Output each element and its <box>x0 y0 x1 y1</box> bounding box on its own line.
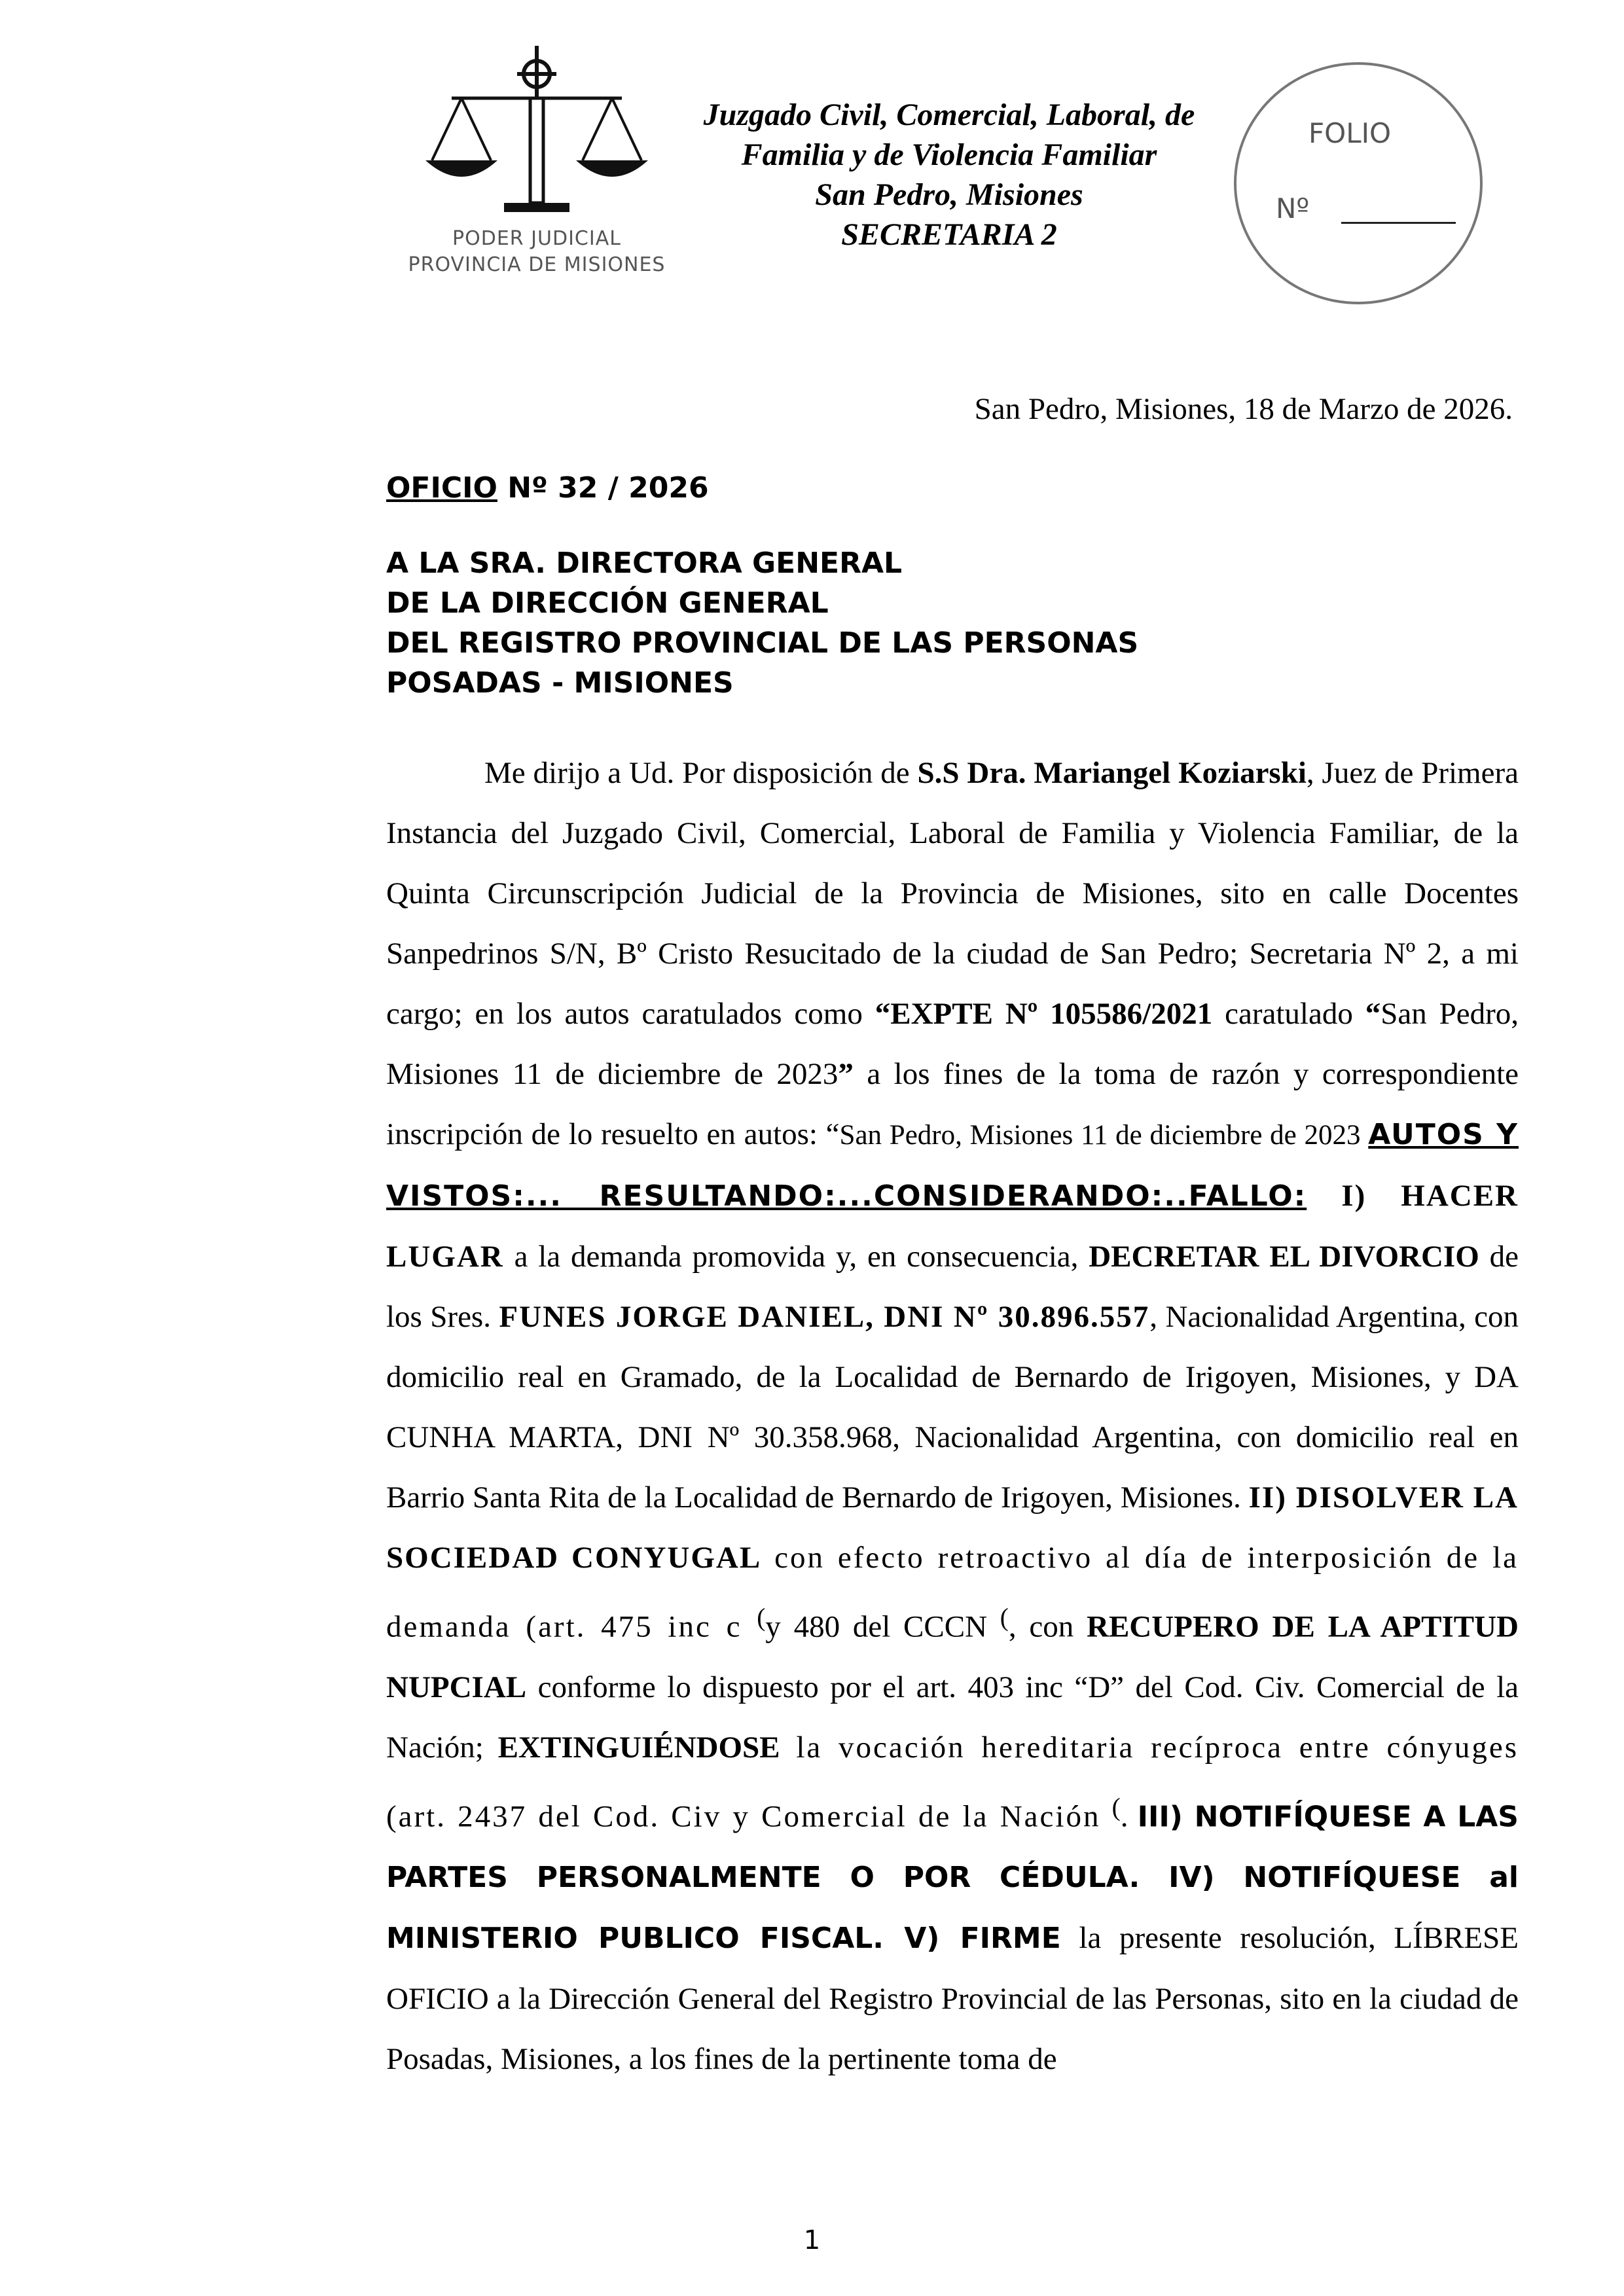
body-s11b: , con <box>1008 1609 1087 1644</box>
nupcial-aptitude: RECUPERO DE LA APTITUD NUPCIAL <box>386 1609 1519 1704</box>
ruling-item-1: I) HACER LUGAR <box>386 1179 1519 1274</box>
case-title: San Pedro, Misiones 11 de diciembre de 2023 <box>386 997 1519 1091</box>
addressee-line2: DE LA DIRECCIÓN GENERAL <box>386 586 829 620</box>
poder-judicial-logo <box>399 43 674 291</box>
court-line4: SECRETARIA 2 <box>841 217 1057 252</box>
scales-of-justice-icon <box>425 43 648 226</box>
oficio-word: OFICIO <box>386 471 497 505</box>
folio-label: FOLIO <box>1308 117 1392 149</box>
ruling-item-2: II) DISOLVER LA SOCIEDAD CONYUGAL <box>386 1480 1519 1575</box>
body-s12: conforme lo dispuesto por el art. 403 inc “D” del Cod. Civ. Comercial de la Nación; <box>386 1670 1519 1765</box>
court-name <box>655 95 1244 255</box>
body-s1: Me dirijo a Ud. Por disposición de <box>484 756 918 790</box>
addressee-line4: POSADAS - MISIONES <box>386 666 734 700</box>
body-s11: y 480 del CCCN <box>765 1609 1000 1644</box>
document-date: San Pedro, Misiones, 18 de Marzo de 2026. <box>974 392 1513 426</box>
ruling-items-3-5: III) NOTIFÍQUESE A LAS PARTES PERSONALMENTE O POR CÉDULA. IV) NOTIFÍQUESE al MINISTERIO PUBLICO FISCAL. V) FIRME <box>386 1800 1519 1956</box>
folio-stamp <box>1234 62 1483 304</box>
body-s5: a los fines de la toma de razón y correspondiente inscripción de lo resuelto en autos: “ <box>386 1057 1519 1151</box>
body-s13a: ( <box>1111 1793 1121 1821</box>
body-s3: caratulado <box>1212 997 1365 1031</box>
court-line3: San Pedro, Misiones <box>815 177 1083 212</box>
body-s10a: ( <box>757 1604 766 1632</box>
body-s10: con efecto retroactivo al día de interposición de la demanda (art. 475 inc c <box>386 1541 1519 1644</box>
logo-line2: PROVINCIA DE MISIONES <box>408 253 666 276</box>
body-s9: , Nacionalidad Argentina, con domicilio real en Gramado, de la Localidad de Bernardo de Irigoyen, Misiones, y DA CUNHA MARTA, DNI Nº 30.358.968, Nacionalidad Argentina, con domicilio real en Barrio Santa Rita de la Localidad de Bernardo de Irigoyen, Misiones. <box>386 1300 1519 1515</box>
body-s7: a la demanda promovida y, en consecuencia, <box>503 1240 1089 1274</box>
body-s2: , Juez de Primera Instancia del Juzgado Civil, Comercial, Laboral de Familia y Violencia Familiar, de la Quinta Circunscripción Judicial de la Provincia de Misiones, sito en calle Docentes Sanpedrinos S/N, Bº Cristo Resucitado de la ciudad de San Pedro; Secretaria Nº 2, a mi cargo; en los autos caratulados como <box>386 756 1519 1031</box>
body-text <box>386 743 1519 2089</box>
body-s11a: ( <box>1000 1604 1009 1632</box>
court-line1: Juzgado Civil, Comercial, Laboral, de <box>703 98 1195 132</box>
folio-number-label: Nº <box>1276 192 1310 224</box>
divorce-decree: DECRETAR EL DIVORCIO <box>1089 1240 1479 1274</box>
ruling-sections-heading: AUTOS Y VISTOS:... RESULTANDO:...CONSIDERANDO:..FALLO: <box>386 1118 1519 1213</box>
expte-number: “EXPTE Nº 105586/2021 <box>875 997 1213 1031</box>
body-s14: la presente resolución, LÍBRESE OFICIO a la Dirección General del Registro Provincial de las Personas, sito en la ciudad de Posadas, Misiones, a los fines de la pertinente toma de <box>386 1921 1519 2077</box>
party-1: FUNES JORGE DANIEL, DNI Nº 30.896.557 <box>499 1300 1150 1334</box>
addressee-line1: A LA SRA. DIRECTORA GENERAL <box>386 547 903 580</box>
judge-name: S.S Dra. Mariangel Koziarski <box>917 756 1307 790</box>
body-s8: de los Sres. <box>386 1240 1519 1334</box>
body-paragraph <box>386 743 1519 2089</box>
ruling-date: San Pedro, Misiones 11 de diciembre de 2023 <box>839 1120 1369 1151</box>
oficio-number <box>386 471 709 505</box>
body-s13b: . <box>1120 1799 1138 1834</box>
court-line2: Familia y de Violencia Familiar <box>741 137 1157 172</box>
extinction: EXTINGUIÉNDOSE <box>497 1730 780 1765</box>
folio-number-line <box>1341 222 1456 224</box>
body-s13: la vocación hereditaria recíproca entre cónyuges (art. 2437 del Cod. Civ y Comercial de la Nación <box>386 1730 1519 1834</box>
addressee-block <box>386 543 1138 703</box>
oficio-value: Nº 32 / 2026 <box>497 471 709 505</box>
body-b4: ” <box>838 1057 854 1091</box>
body-b3: “ <box>1365 997 1381 1031</box>
addressee-line3: DEL REGISTRO PROVINCIAL DE LAS PERSONAS <box>386 626 1139 660</box>
page-number: 1 <box>803 2225 821 2255</box>
logo-line1: PODER JUDICIAL <box>452 227 621 250</box>
